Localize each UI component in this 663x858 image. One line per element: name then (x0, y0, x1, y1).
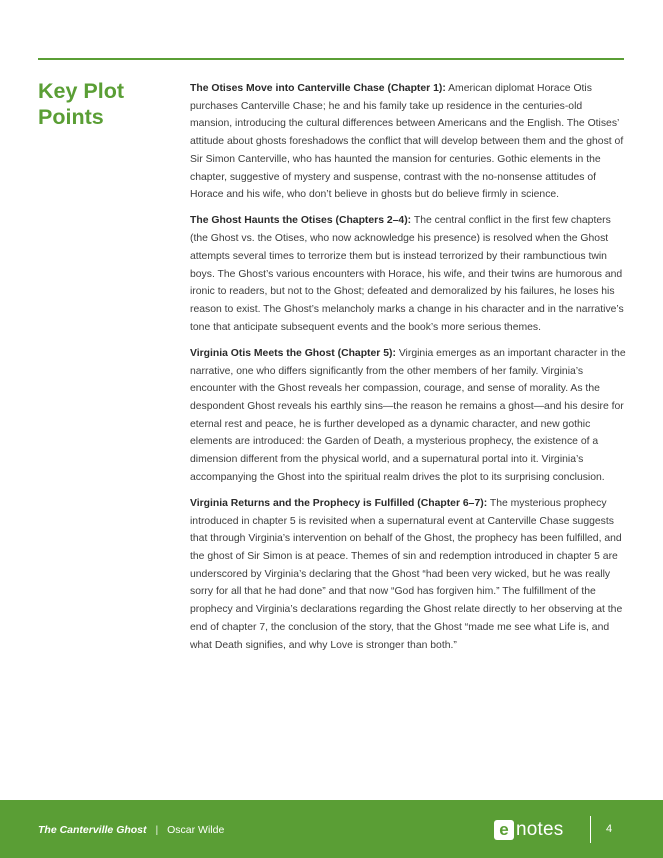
plot-point-body: The mysterious prophecy introduced in chapter 5 is revisited when a supernatural event at Canterville Chase suggests that through Virginia’s intervention on behalf of the Ghost, the prophecy has been fulfilled, and the ghost of Sir Simon is at peace. Themes of sin and redemption introduced in chapter 5 are underscored by Virginia’s declaring that the Ghost “had been very wicked, but he was really sorry for all that he had done” and that now “God has forgiven him.” The fulfillment of the prophecy and Virginia’s declarations regarding the Ghost relate directly to her observing at the end of chapter 7, the conclusion of the story, that the Ghost “made me see what Life is, and what Death signifies, and why Love is stronger than both.” (190, 497, 623, 651)
plot-point-chapters-6-7 (190, 495, 626, 654)
plot-point-heading: The Otises Move into Canterville Chase (Chapter 1): (190, 83, 446, 94)
top-divider (38, 58, 624, 60)
plot-point-chapters-2-4 (190, 212, 626, 336)
enotes-logo (494, 819, 563, 841)
plot-point-body: American diplomat Horace Otis purchases Canterville Chase; he and his family take up residence in the centuries-old mansion, introducing the cultural differences between Americans and the English. The Otises’ attitude about ghosts foreshadows the conflict that will develop between them and the ghost of Sir Simon Canterville, who has haunted the mansion for centuries. Gothic elements in the chapter, suggestive of mystery and suspense, contrast with the no-nonsense attitudes of Horace and his wife, who don’t believe in ghosts but do believe firmly in science. (190, 83, 624, 201)
plot-point-chapter-1 (190, 80, 626, 204)
enotes-logo-text: notes (516, 819, 564, 840)
page-footer (0, 800, 663, 858)
plot-point-body: Virginia emerges as an important character in the narrative, one who differs significantly from the other members of her family. Virginia’s encounter with the Ghost reveals her compassion, courage, and sense of morality. As the despondent Ghost reveals his earthly sins—the reason he remains a ghost—and his desire for eternal rest and peace, he is further developed as a dynamic character, and new gothic elements are introduced: the Garden of Death, a mysterious prophecy, the existence of a dimension different from the physical world, and a supernatural portal into it. Virginia’s accompanying the Ghost into the spiritual realm drives the plot to its surprising conclusion. (190, 347, 626, 483)
plot-point-heading: The Ghost Haunts the Otises (Chapters 2–4): (190, 215, 412, 227)
plot-point-chapter-5 (190, 345, 626, 487)
plot-point-heading: Virginia Returns and the Prophecy is Fulfilled (Chapter 6–7): (190, 497, 488, 509)
footer-book-info (38, 824, 224, 836)
plot-point-heading: Virginia Otis Meets the Ghost (Chapter 5): (190, 347, 396, 359)
plot-points-list (190, 80, 626, 663)
footer-author: Oscar Wilde (167, 824, 225, 836)
page-number: 4 (606, 823, 613, 835)
footer-separator: | (155, 824, 159, 836)
footer-book-title: The Canterville Ghost (38, 824, 147, 836)
plot-point-body: The central conflict in the first few chapters (the Ghost vs. the Otises, who now acknowledge his presence) is resolved when the Ghost attempts several times to terrorize them but is instead terrorized by their rambunctious twin boys. The Ghost’s various encounters with Horace, his wife, and their twins are humorous and ironic to readers, but not to the Ghost; defeated and demoralized by his failures, he loses his reason to exist. The Ghost’s melancholy marks a change in his character and in the narrative’s tone that anticipate subsequent events and the book’s more serious themes. (190, 215, 624, 333)
section-title: Key Plot Points (38, 79, 125, 129)
enotes-logo-icon: e (494, 820, 514, 840)
footer-divider (590, 816, 591, 843)
